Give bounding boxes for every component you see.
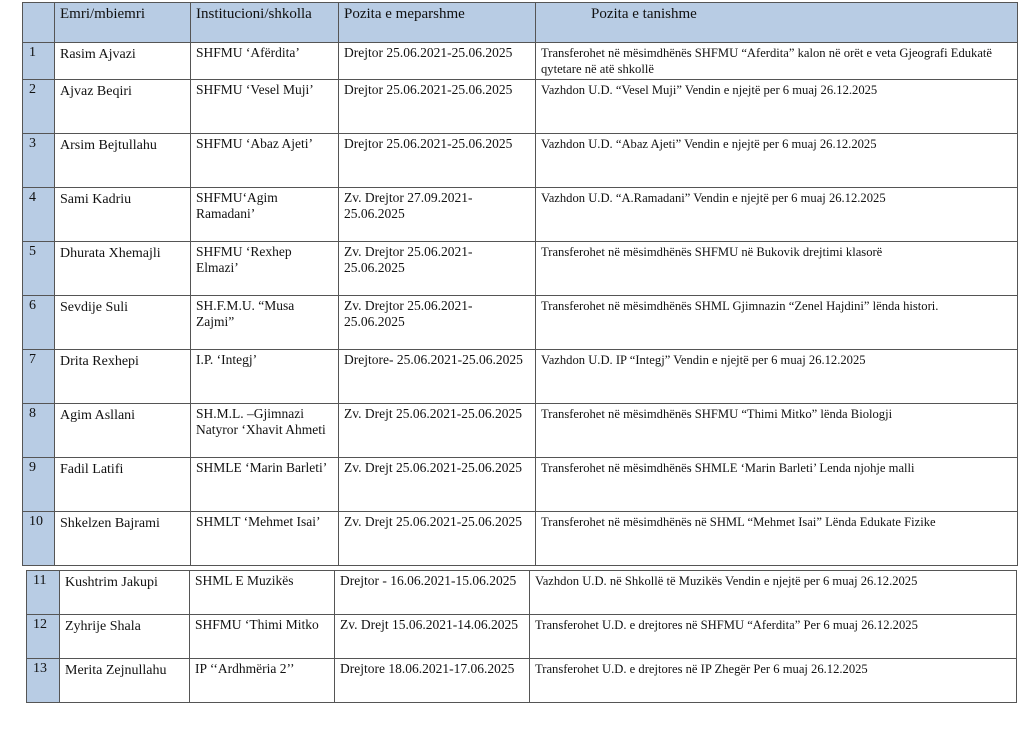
row-number: 1 [23, 43, 55, 80]
row-institution: I.P. ‘Integj’ [191, 350, 339, 404]
row-number: 8 [23, 404, 55, 458]
row-institution: SHFMU ‘Abaz Ajeti’ [191, 134, 339, 188]
row-number: 7 [23, 350, 55, 404]
header-row [23, 3, 1018, 43]
row-current: Transferohet në mësimdhënës SHFMU “Aferdita” kalon në orët e veta Gjeografi Edukatë qytetare në atë shkollë [536, 43, 1018, 80]
row-previous: Zv. Drejt 25.06.2021-25.06.2025 [339, 512, 536, 566]
row-number: 3 [23, 134, 55, 188]
row-name: Merita Zejnullahu [60, 659, 190, 703]
row-institution: SH.M.L. –Gjimnazi Natyror ‘Xhavit Ahmeti [191, 404, 339, 458]
row-previous: Drejtor - 16.06.2021-15.06.2025 [335, 571, 530, 615]
table-row [27, 615, 1017, 659]
positions-table [22, 2, 1018, 566]
row-current: Vazhdon U.D. “A.Ramadani” Vendin e njejtë per 6 muaj 26.12.2025 [536, 188, 1018, 242]
table-row [23, 134, 1018, 188]
row-current: Vazhdon U.D. “Abaz Ajeti” Vendin e njejtë per 6 muaj 26.12.2025 [536, 134, 1018, 188]
row-number: 4 [23, 188, 55, 242]
row-name: Ajvaz Beqiri [55, 80, 191, 134]
table-row [27, 571, 1017, 615]
row-institution: IP ‘‘Ardhmëria 2’’ [190, 659, 335, 703]
row-name: Agim Asllani [55, 404, 191, 458]
table-row [23, 296, 1018, 350]
row-institution: SHMLT ‘Mehmet Isai’ [191, 512, 339, 566]
row-current: Transferohet në mësimdhënës SHFMU në Bukovik drejtimi klasorë [536, 242, 1018, 296]
header-number [23, 3, 55, 43]
row-previous: Drejtore 18.06.2021-17.06.2025 [335, 659, 530, 703]
row-name: Fadil Latifi [55, 458, 191, 512]
row-current: Transferohet U.D. e drejtores në IP Zhegër Per 6 muaj 26.12.2025 [530, 659, 1017, 703]
row-name: Dhurata Xhemajli [55, 242, 191, 296]
row-number: 6 [23, 296, 55, 350]
row-name: Kushtrim Jakupi [60, 571, 190, 615]
row-institution: SHFMU ‘Rexhep Elmazi’ [191, 242, 339, 296]
row-current: Vazhdon U.D. në Shkollë të Muzikës Vendin e njejtë per 6 muaj 26.12.2025 [530, 571, 1017, 615]
row-name: Zyhrije Shala [60, 615, 190, 659]
row-current: Transferohet në mësimdhënës SHML Gjimnazin “Zenel Hajdini” lënda histori. [536, 296, 1018, 350]
row-institution: SHML E Muzikës [190, 571, 335, 615]
row-number: 9 [23, 458, 55, 512]
row-institution: SHFMU ‘Thimi Mitko [190, 615, 335, 659]
row-current: Transferohet U.D. e drejtores në SHFMU “Aferdita” Per 6 muaj 26.12.2025 [530, 615, 1017, 659]
row-institution: SHFMU ‘Afërdita’ [191, 43, 339, 80]
row-name: Sami Kadriu [55, 188, 191, 242]
row-name: Sevdije Suli [55, 296, 191, 350]
row-institution: SHFMU‘Agim Ramadani’ [191, 188, 339, 242]
row-previous: Zv. Drejt 15.06.2021-14.06.2025 [335, 615, 530, 659]
row-name: Rasim Ajvazi [55, 43, 191, 80]
table-row [23, 43, 1018, 80]
row-name: Drita Rexhepi [55, 350, 191, 404]
row-institution: SH.F.M.U. “Musa Zajmi” [191, 296, 339, 350]
row-name: Arsim Bejtullahu [55, 134, 191, 188]
row-name: Shkelzen Bajrami [55, 512, 191, 566]
row-number: 11 [27, 571, 60, 615]
row-previous: Zv. Drejtor 25.06.2021-25.06.2025 [339, 242, 536, 296]
row-current: Transferohet në mësimdhënës SHMLE ‘Marin Barleti’ Lenda njohje malli [536, 458, 1018, 512]
positions-table-continued [26, 570, 1017, 703]
table-row [23, 242, 1018, 296]
row-current: Transferohet në mësimdhënës SHFMU “Thimi Mitko” lënda Biologji [536, 404, 1018, 458]
table-row [23, 458, 1018, 512]
table-row [27, 659, 1017, 703]
table-row [23, 350, 1018, 404]
row-number: 13 [27, 659, 60, 703]
row-number: 2 [23, 80, 55, 134]
table-row [23, 188, 1018, 242]
row-previous: Drejtor 25.06.2021-25.06.2025 [339, 134, 536, 188]
row-current: Vazhdon U.D. “Vesel Muji” Vendin e njejtë per 6 muaj 26.12.2025 [536, 80, 1018, 134]
header-institution: Institucioni/shkolla [191, 3, 339, 43]
header-previous: Pozita e meparshme [339, 3, 536, 43]
row-number: 12 [27, 615, 60, 659]
row-previous: Zv. Drejt 25.06.2021-25.06.2025 [339, 404, 536, 458]
table-row [23, 80, 1018, 134]
row-previous: Zv. Drejtor 27.09.2021-25.06.2025 [339, 188, 536, 242]
table-row [23, 512, 1018, 566]
row-previous: Zv. Drejtor 25.06.2021-25.06.2025 [339, 296, 536, 350]
row-previous: Drejtor 25.06.2021-25.06.2025 [339, 43, 536, 80]
row-institution: SHMLE ‘Marin Barleti’ [191, 458, 339, 512]
row-institution: SHFMU ‘Vesel Muji’ [191, 80, 339, 134]
row-current: Transferohet në mësimdhënës në SHML “Mehmet Isai” Lënda Edukate Fizike [536, 512, 1018, 566]
table-row [23, 404, 1018, 458]
row-current: Vazhdon U.D. IP “Integj” Vendin e njejtë per 6 muaj 26.12.2025 [536, 350, 1018, 404]
row-number: 5 [23, 242, 55, 296]
header-current: Pozita e tanishme [536, 3, 1018, 43]
row-number: 10 [23, 512, 55, 566]
row-previous: Drejtor 25.06.2021-25.06.2025 [339, 80, 536, 134]
row-previous: Drejtore- 25.06.2021-25.06.2025 [339, 350, 536, 404]
header-name: Emri/mbiemri [55, 3, 191, 43]
row-previous: Zv. Drejt 25.06.2021-25.06.2025 [339, 458, 536, 512]
